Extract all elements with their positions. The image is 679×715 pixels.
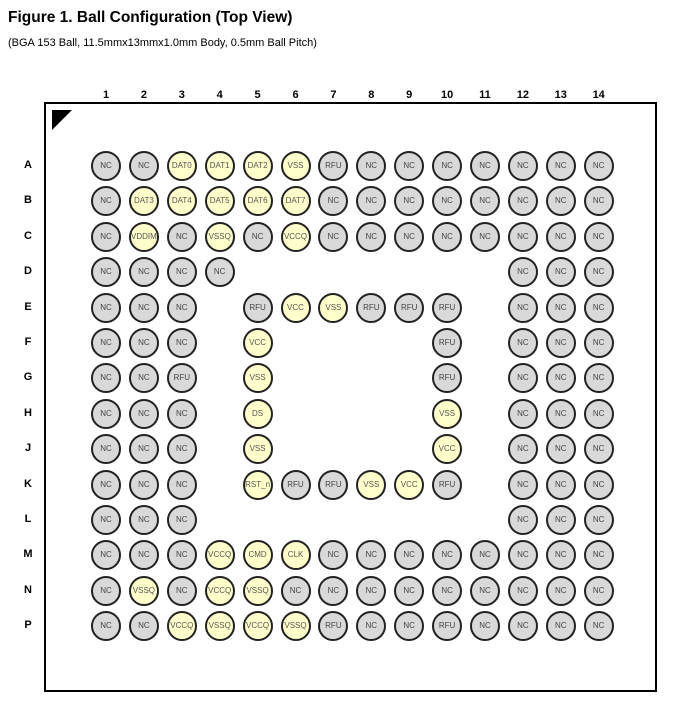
- ball-D13: NC: [546, 257, 576, 287]
- ball-C4: VSSQ: [205, 222, 235, 252]
- ball-N13: NC: [546, 576, 576, 606]
- ball-D1: NC: [91, 257, 121, 287]
- pin1-marker-icon: [52, 110, 72, 130]
- ball-M1: NC: [91, 540, 121, 570]
- ball-P3: VCCQ: [167, 611, 197, 641]
- ball-G3: RFU: [167, 363, 197, 393]
- ball-F13: NC: [546, 328, 576, 358]
- ball-M5: CMD: [243, 540, 273, 570]
- ball-P14: NC: [584, 611, 614, 641]
- ball-G2: NC: [129, 363, 159, 393]
- ball-F14: NC: [584, 328, 614, 358]
- ball-E3: NC: [167, 293, 197, 323]
- ball-G5: VSS: [243, 363, 273, 393]
- row-label-N: N: [24, 583, 32, 596]
- ball-M2: NC: [129, 540, 159, 570]
- column-label-5: 5: [254, 89, 261, 101]
- row-label-C: C: [24, 229, 32, 242]
- ball-J12: NC: [508, 434, 538, 464]
- ball-C8: NC: [356, 222, 386, 252]
- figure-title: Figure 1. Ball Configuration (Top View): [8, 9, 293, 26]
- ball-B13: NC: [546, 186, 576, 216]
- ball-G13: NC: [546, 363, 576, 393]
- ball-H2: NC: [129, 399, 159, 429]
- ball-L2: NC: [129, 505, 159, 535]
- ball-C7: NC: [318, 222, 348, 252]
- column-label-9: 9: [406, 89, 413, 101]
- ball-M7: NC: [318, 540, 348, 570]
- ball-G14: NC: [584, 363, 614, 393]
- column-label-13: 13: [554, 89, 567, 101]
- ball-P7: RFU: [318, 611, 348, 641]
- ball-L3: NC: [167, 505, 197, 535]
- ball-J14: NC: [584, 434, 614, 464]
- ball-C5: NC: [243, 222, 273, 252]
- ball-F5: VCC: [243, 328, 273, 358]
- ball-N6: NC: [281, 576, 311, 606]
- ball-N10: NC: [432, 576, 462, 606]
- ball-N8: NC: [356, 576, 386, 606]
- ball-N4: VCCQ: [205, 576, 235, 606]
- ball-L13: NC: [546, 505, 576, 535]
- row-label-M: M: [23, 548, 33, 561]
- ball-K1: NC: [91, 470, 121, 500]
- ball-E7: VSS: [318, 293, 348, 323]
- ball-K6: RFU: [281, 470, 311, 500]
- ball-K12: NC: [508, 470, 538, 500]
- ball-B1: NC: [91, 186, 121, 216]
- ball-P11: NC: [470, 611, 500, 641]
- ball-H5: DS: [243, 399, 273, 429]
- ball-C11: NC: [470, 222, 500, 252]
- row-label-J: J: [24, 442, 32, 455]
- row-label-G: G: [23, 371, 33, 384]
- ball-J1: NC: [91, 434, 121, 464]
- ball-A5: DAT2: [243, 151, 273, 181]
- ball-A11: NC: [470, 151, 500, 181]
- ball-K13: NC: [546, 470, 576, 500]
- ball-H14: NC: [584, 399, 614, 429]
- ball-A6: VSS: [281, 151, 311, 181]
- ball-M12: NC: [508, 540, 538, 570]
- ball-E12: NC: [508, 293, 538, 323]
- ball-D2: NC: [129, 257, 159, 287]
- ball-L1: NC: [91, 505, 121, 535]
- ball-G12: NC: [508, 363, 538, 393]
- ball-B10: NC: [432, 186, 462, 216]
- ball-J5: VSS: [243, 434, 273, 464]
- ball-A1: NC: [91, 151, 121, 181]
- ball-F3: NC: [167, 328, 197, 358]
- ball-E10: RFU: [432, 293, 462, 323]
- ball-P12: NC: [508, 611, 538, 641]
- ball-H10: VSS: [432, 399, 462, 429]
- column-label-3: 3: [178, 89, 185, 101]
- ball-E9: RFU: [394, 293, 424, 323]
- ball-P2: NC: [129, 611, 159, 641]
- column-label-6: 6: [292, 89, 299, 101]
- ball-E14: NC: [584, 293, 614, 323]
- ball-D4: NC: [205, 257, 235, 287]
- ball-M3: NC: [167, 540, 197, 570]
- ball-B4: DAT5: [205, 186, 235, 216]
- ball-C10: NC: [432, 222, 462, 252]
- ball-E13: NC: [546, 293, 576, 323]
- ball-B6: DAT7: [281, 186, 311, 216]
- column-label-10: 10: [440, 89, 454, 101]
- ball-B2: DAT3: [129, 186, 159, 216]
- ball-P9: NC: [394, 611, 424, 641]
- ball-A13: NC: [546, 151, 576, 181]
- ball-G10: RFU: [432, 363, 462, 393]
- ball-F2: NC: [129, 328, 159, 358]
- ball-B5: DAT6: [243, 186, 273, 216]
- ball-C14: NC: [584, 222, 614, 252]
- row-label-P: P: [24, 619, 32, 632]
- ball-F10: RFU: [432, 328, 462, 358]
- ball-N12: NC: [508, 576, 538, 606]
- ball-N5: VSSQ: [243, 576, 273, 606]
- ball-A2: NC: [129, 151, 159, 181]
- ball-C13: NC: [546, 222, 576, 252]
- ball-E5: RFU: [243, 293, 273, 323]
- ball-M6: CLK: [281, 540, 311, 570]
- column-label-7: 7: [330, 89, 337, 101]
- ball-P8: NC: [356, 611, 386, 641]
- ball-A14: NC: [584, 151, 614, 181]
- ball-B14: NC: [584, 186, 614, 216]
- ball-K3: NC: [167, 470, 197, 500]
- ball-L14: NC: [584, 505, 614, 535]
- row-label-H: H: [24, 406, 32, 419]
- ball-C3: NC: [167, 222, 197, 252]
- row-label-B: B: [24, 194, 32, 207]
- ball-M10: NC: [432, 540, 462, 570]
- column-label-2: 2: [140, 89, 147, 101]
- ball-B8: NC: [356, 186, 386, 216]
- ball-P13: NC: [546, 611, 576, 641]
- ball-B12: NC: [508, 186, 538, 216]
- ball-P6: VSSQ: [281, 611, 311, 641]
- ball-M14: NC: [584, 540, 614, 570]
- row-label-D: D: [24, 265, 32, 278]
- ball-M13: NC: [546, 540, 576, 570]
- ball-D3: NC: [167, 257, 197, 287]
- ball-D14: NC: [584, 257, 614, 287]
- row-label-L: L: [24, 513, 32, 525]
- ball-M4: VCCQ: [205, 540, 235, 570]
- ball-H13: NC: [546, 399, 576, 429]
- ball-K7: RFU: [318, 470, 348, 500]
- ball-N1: NC: [91, 576, 121, 606]
- ball-C1: NC: [91, 222, 121, 252]
- ball-M11: NC: [470, 540, 500, 570]
- ball-M8: NC: [356, 540, 386, 570]
- ball-F12: NC: [508, 328, 538, 358]
- column-label-1: 1: [102, 89, 110, 101]
- ball-H3: NC: [167, 399, 197, 429]
- column-label-8: 8: [368, 89, 375, 101]
- ball-L12: NC: [508, 505, 538, 535]
- ball-K5: RST_n: [243, 470, 273, 500]
- ball-P5: VCCQ: [243, 611, 273, 641]
- ball-N3: NC: [167, 576, 197, 606]
- ball-G1: NC: [91, 363, 121, 393]
- ball-C2: VDDIM: [129, 222, 159, 252]
- ball-P1: NC: [91, 611, 121, 641]
- figure-subtitle: (BGA 153 Ball, 11.5mmx13mmx1.0mm Body, 0.5mm Ball Pitch): [8, 37, 317, 49]
- ball-F1: NC: [91, 328, 121, 358]
- ball-K2: NC: [129, 470, 159, 500]
- ball-N14: NC: [584, 576, 614, 606]
- ball-B3: DAT4: [167, 186, 197, 216]
- ball-C9: NC: [394, 222, 424, 252]
- ball-E2: NC: [129, 293, 159, 323]
- ball-N9: NC: [394, 576, 424, 606]
- ball-P4: VSSQ: [205, 611, 235, 641]
- ball-N2: VSSQ: [129, 576, 159, 606]
- ball-A4: DAT1: [205, 151, 235, 181]
- ball-C6: VCCQ: [281, 222, 311, 252]
- ball-H1: NC: [91, 399, 121, 429]
- ball-A7: RFU: [318, 151, 348, 181]
- ball-J10: VCC: [432, 434, 462, 464]
- ball-C12: NC: [508, 222, 538, 252]
- ball-K9: VCC: [394, 470, 424, 500]
- ball-B9: NC: [394, 186, 424, 216]
- ball-A3: DAT0: [167, 151, 197, 181]
- ball-E6: VCC: [281, 293, 311, 323]
- ball-A10: NC: [432, 151, 462, 181]
- ball-J13: NC: [546, 434, 576, 464]
- ball-N7: NC: [318, 576, 348, 606]
- ball-M9: NC: [394, 540, 424, 570]
- ball-B7: NC: [318, 186, 348, 216]
- ball-K14: NC: [584, 470, 614, 500]
- ball-A8: NC: [356, 151, 386, 181]
- ball-P10: RFU: [432, 611, 462, 641]
- row-label-A: A: [24, 159, 32, 171]
- ball-E1: NC: [91, 293, 121, 323]
- ball-A12: NC: [508, 151, 538, 181]
- ball-J3: NC: [167, 434, 197, 464]
- row-label-E: E: [24, 300, 32, 313]
- column-label-12: 12: [516, 89, 530, 101]
- column-label-14: 14: [592, 89, 605, 101]
- column-label-11: 11: [479, 89, 491, 101]
- ball-D12: NC: [508, 257, 538, 287]
- ball-J2: NC: [129, 434, 159, 464]
- ball-B11: NC: [470, 186, 500, 216]
- ball-H12: NC: [508, 399, 538, 429]
- row-label-F: F: [24, 336, 32, 348]
- ball-K10: RFU: [432, 470, 462, 500]
- row-label-K: K: [24, 477, 32, 490]
- ball-K8: VSS: [356, 470, 386, 500]
- ball-E8: RFU: [356, 293, 386, 323]
- ball-N11: NC: [470, 576, 500, 606]
- column-label-4: 4: [216, 89, 223, 101]
- ball-A9: NC: [394, 151, 424, 181]
